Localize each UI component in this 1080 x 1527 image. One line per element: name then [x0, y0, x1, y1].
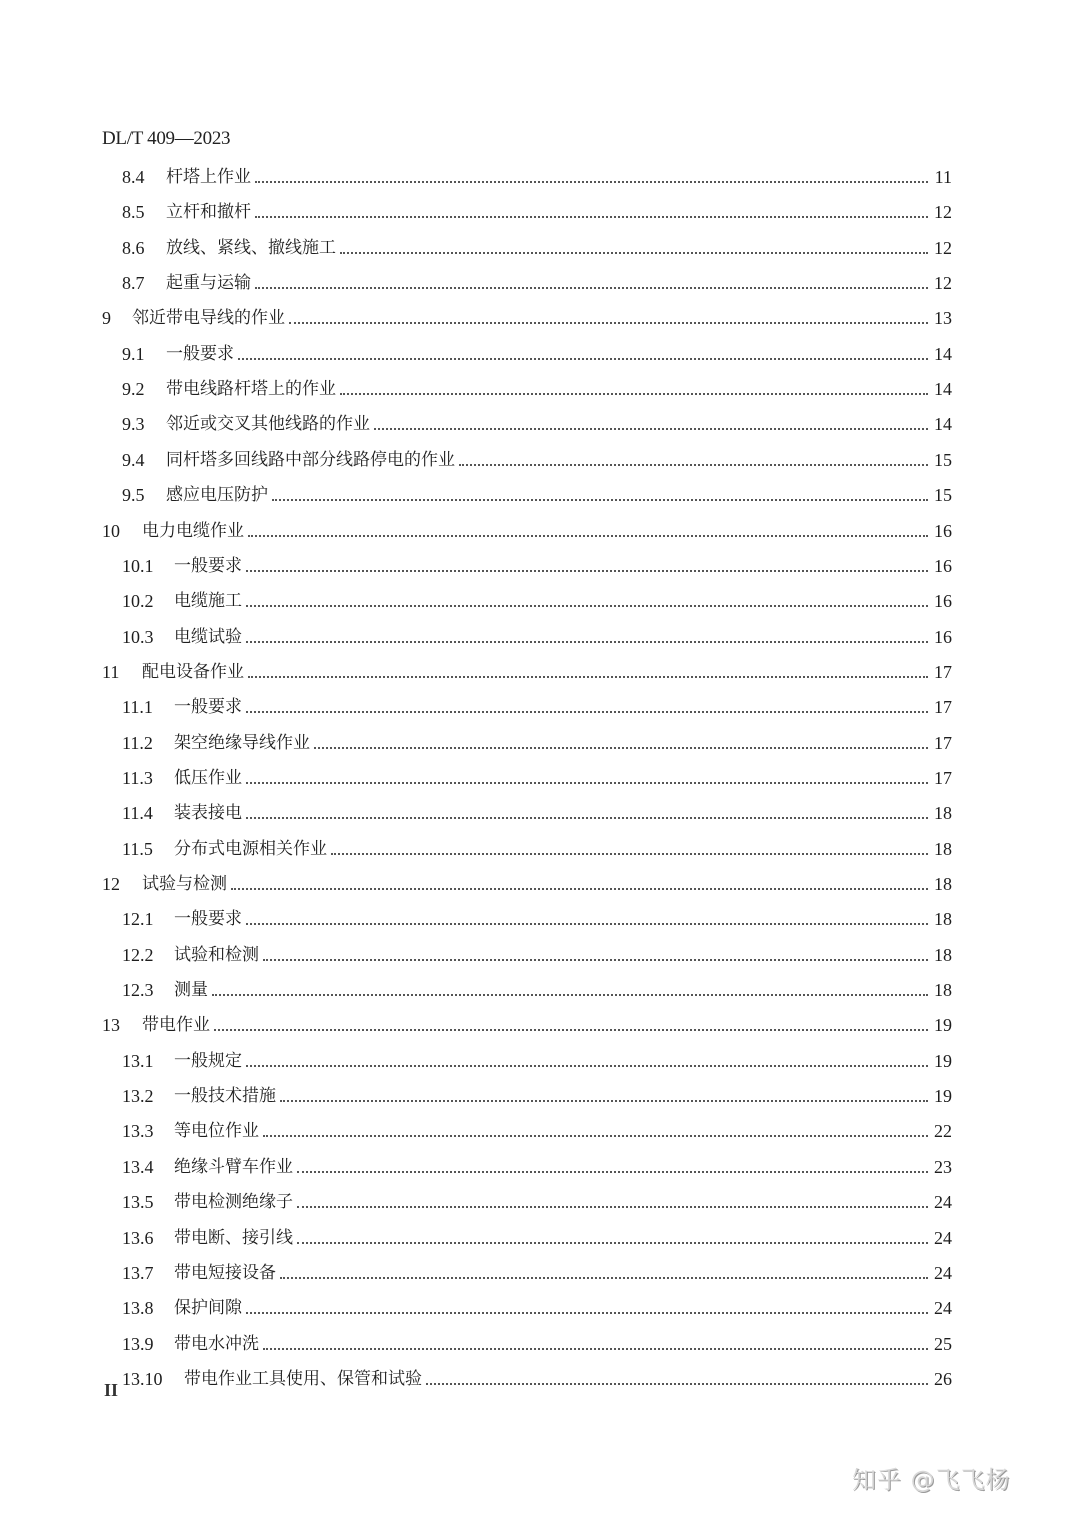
toc-entry-title: 电缆施工: [174, 591, 242, 611]
dot-leader: [246, 604, 928, 607]
dot-leader: [280, 1276, 928, 1279]
toc-entry-title: 带电水冲洗: [174, 1334, 259, 1354]
toc-entry[interactable]: [122, 836, 952, 862]
toc-entry-page: 22: [934, 1121, 952, 1141]
toc-entry-title: 保护间隙: [174, 1298, 242, 1318]
dot-leader: [248, 675, 928, 678]
dot-leader: [238, 357, 928, 360]
toc-entry[interactable]: [102, 518, 952, 544]
dot-leader: [331, 852, 928, 855]
page-number: II: [104, 1380, 119, 1400]
dot-leader: [246, 816, 928, 819]
toc-entry-page: 19: [934, 1015, 952, 1035]
toc-entry-number: 9.5: [122, 485, 145, 505]
toc-entry[interactable]: [122, 482, 952, 508]
toc-entry-page: 26: [934, 1369, 952, 1389]
toc-entry[interactable]: [102, 871, 952, 897]
toc-entry-number: 9.4: [122, 450, 145, 470]
toc-entry[interactable]: [122, 800, 952, 826]
toc-entry-number: 8.6: [122, 238, 145, 258]
toc-entry-title: 放线、紧线、撤线施工: [166, 238, 336, 258]
toc-entry-number: 11: [102, 662, 120, 682]
dot-leader: [246, 781, 928, 784]
toc-entry-number: 13.3: [122, 1121, 154, 1141]
toc-entry-number: 9.3: [122, 414, 145, 434]
toc-entry-page: 16: [934, 627, 952, 647]
toc-entry[interactable]: [122, 1260, 952, 1286]
toc-entry-title: 试验和检测: [174, 945, 259, 965]
dot-leader: [374, 427, 928, 430]
toc-entry-title: 配电设备作业: [142, 662, 244, 682]
toc-entry[interactable]: [122, 376, 952, 402]
toc-entry[interactable]: [122, 730, 952, 756]
dot-leader: [214, 1028, 928, 1031]
toc-entry-number: 9: [102, 308, 111, 328]
toc-entry-title: 带电断、接引线: [174, 1228, 293, 1248]
dot-leader: [231, 887, 928, 890]
toc-entry-number: 13.10: [122, 1369, 163, 1389]
dot-leader: [212, 993, 928, 996]
toc-entry-number: 11.3: [122, 768, 153, 788]
dot-leader: [255, 215, 928, 218]
toc-entry[interactable]: [122, 553, 952, 579]
toc-entry[interactable]: [122, 624, 952, 650]
dot-leader: [297, 1205, 928, 1208]
toc-entry-page: 24: [934, 1263, 952, 1283]
toc-entry-page: 24: [934, 1298, 952, 1318]
toc-entry-title: 杆塔上作业: [166, 167, 251, 187]
toc-entry-title: 一般规定: [174, 1051, 242, 1071]
document-header: DL/T 409—2023: [102, 128, 231, 149]
toc-entry-page: 19: [934, 1051, 952, 1071]
toc-entry[interactable]: [122, 1331, 952, 1357]
watermark: 知乎 @飞飞杨: [852, 1466, 1011, 1494]
toc-entry-page: 16: [934, 521, 952, 541]
toc-entry-page: 18: [934, 874, 952, 894]
dot-leader: [297, 1241, 928, 1244]
toc-entry-number: 13.6: [122, 1228, 154, 1248]
toc-entry-number: 10: [102, 521, 120, 541]
toc-entry-number: 12.1: [122, 909, 154, 929]
toc-entry-title: 一般要求: [166, 344, 234, 364]
dot-leader: [459, 463, 928, 466]
dot-leader: [246, 710, 928, 713]
toc-entry-title: 邻近带电导线的作业: [132, 308, 285, 328]
toc-entry-title: 带电线路杆塔上的作业: [166, 379, 336, 399]
toc-entry-page: 16: [934, 591, 952, 611]
toc-entry-page: 16: [934, 556, 952, 576]
toc-entry[interactable]: [122, 199, 952, 225]
toc-entry[interactable]: [102, 1012, 952, 1038]
toc-entry-title: 立杆和撤杆: [166, 202, 251, 222]
dot-leader: [246, 922, 928, 925]
toc-entry-page: 17: [934, 662, 952, 682]
toc-entry[interactable]: [122, 1295, 952, 1321]
dot-leader: [246, 640, 928, 643]
toc-entry[interactable]: [122, 1225, 952, 1251]
toc-entry[interactable]: [122, 906, 952, 932]
toc-entry[interactable]: [122, 694, 952, 720]
dot-leader: [280, 1099, 928, 1102]
toc-entry-page: 19: [934, 1086, 952, 1106]
toc-entry-title: 感应电压防护: [166, 485, 268, 505]
toc-entry-page: 17: [934, 697, 952, 717]
dot-leader: [255, 180, 928, 183]
toc-entry-title: 带电检测绝缘子: [174, 1192, 293, 1212]
dot-leader: [289, 321, 928, 324]
toc-entry[interactable]: [122, 270, 952, 296]
toc-entry-number: 11.2: [122, 733, 153, 753]
toc-entry-title: 等电位作业: [174, 1121, 259, 1141]
toc-entry[interactable]: [122, 1083, 952, 1109]
toc-entry-page: 18: [934, 803, 952, 823]
toc-entry[interactable]: [102, 305, 952, 331]
toc-entry-number: 13.5: [122, 1192, 154, 1212]
toc-entry[interactable]: [122, 447, 952, 473]
toc-entry-title: 电缆试验: [174, 627, 242, 647]
toc-entry-title: 电力电缆作业: [142, 521, 244, 541]
toc-entry-page: 14: [934, 344, 952, 364]
toc-entry-title: 一般要求: [174, 697, 242, 717]
dot-leader: [272, 498, 928, 501]
toc-entry-number: 8.5: [122, 202, 145, 222]
toc-entry-page: 12: [934, 238, 952, 258]
toc-entry-title: 测量: [174, 980, 208, 1000]
toc-entry-number: 8.4: [122, 167, 145, 187]
dot-leader: [426, 1382, 928, 1385]
toc-entry-number: 9.2: [122, 379, 145, 399]
toc-entry-page: 17: [934, 768, 952, 788]
toc-entry-title: 一般要求: [174, 909, 242, 929]
dot-leader: [263, 1347, 928, 1350]
toc-entry-number: 11.4: [122, 803, 153, 823]
toc-entry[interactable]: [122, 588, 952, 614]
toc-entry-number: 10.3: [122, 627, 154, 647]
toc-entry-number: 8.7: [122, 273, 145, 293]
toc-entry-number: 13.9: [122, 1334, 154, 1354]
toc-entry-number: 13.8: [122, 1298, 154, 1318]
toc-entry-page: 12: [934, 202, 952, 222]
dot-leader: [246, 1064, 928, 1067]
dot-leader: [314, 746, 928, 749]
toc-entry-page: 14: [934, 414, 952, 434]
dot-leader: [248, 534, 928, 537]
toc-entry-page: 15: [934, 450, 952, 470]
toc-entry-title: 架空绝缘导线作业: [174, 733, 310, 753]
dot-leader: [297, 1170, 928, 1173]
toc-entry[interactable]: [122, 977, 952, 1003]
toc-entry-title: 一般要求: [174, 556, 242, 576]
toc-entry-number: 13.7: [122, 1263, 154, 1283]
toc-entry-page: 13: [934, 308, 952, 328]
toc-entry-title: 带电作业工具使用、保管和试验: [184, 1369, 422, 1389]
toc-entry-number: 11.1: [122, 697, 153, 717]
toc-entry-page: 14: [934, 379, 952, 399]
toc-entry[interactable]: [122, 164, 952, 190]
toc-entry-title: 同杆塔多回线路中部分线路停电的作业: [166, 450, 455, 470]
toc-entry-title: 低压作业: [174, 768, 242, 788]
toc-entry-title: 试验与检测: [142, 874, 227, 894]
dot-leader: [246, 1311, 928, 1314]
toc-entry[interactable]: [122, 1189, 952, 1215]
toc-entry[interactable]: [122, 235, 952, 261]
toc-entry[interactable]: [102, 659, 952, 685]
toc-entry-page: 25: [934, 1334, 952, 1354]
dot-leader: [246, 569, 928, 572]
toc-entry-page: 18: [934, 980, 952, 1000]
toc-entry-page: 24: [934, 1228, 952, 1248]
toc-entry-number: 9.1: [122, 344, 145, 364]
toc-entry-number: 12.3: [122, 980, 154, 1000]
toc-entry[interactable]: [122, 1048, 952, 1074]
toc-entry[interactable]: [122, 1366, 952, 1392]
toc-entry-page: 11: [934, 167, 952, 187]
toc-entry-title: 装表接电: [174, 803, 242, 823]
toc-entry-page: 15: [934, 485, 952, 505]
toc-entry-title: 一般技术措施: [174, 1086, 276, 1106]
toc-entry-page: 23: [934, 1157, 952, 1177]
toc-entry-page: 18: [934, 839, 952, 859]
dot-leader: [263, 1134, 928, 1137]
toc-entry-title: 邻近或交叉其他线路的作业: [166, 414, 370, 434]
toc-entry-number: 13.4: [122, 1157, 154, 1177]
toc-entry-title: 带电短接设备: [174, 1263, 276, 1283]
toc-entry-number: 13.2: [122, 1086, 154, 1106]
toc-entry[interactable]: [122, 1154, 952, 1180]
toc-entry-number: 12: [102, 874, 120, 894]
dot-leader: [255, 286, 928, 289]
toc-entry-page: 18: [934, 945, 952, 965]
toc-entry[interactable]: [122, 765, 952, 791]
toc-entry-title: 起重与运输: [166, 273, 251, 293]
toc-entry[interactable]: [122, 341, 952, 367]
dot-leader: [340, 251, 928, 254]
toc-entry[interactable]: [122, 1118, 952, 1144]
toc-entry-number: 11.5: [122, 839, 153, 859]
toc-entry-page: 12: [934, 273, 952, 293]
toc-entry-number: 10.2: [122, 591, 154, 611]
toc-entry-number: 12.2: [122, 945, 154, 965]
dot-leader: [340, 392, 928, 395]
toc-entry-page: 24: [934, 1192, 952, 1212]
toc-entry-number: 13.1: [122, 1051, 154, 1071]
dot-leader: [263, 958, 928, 961]
toc-entry-page: 17: [934, 733, 952, 753]
toc-entry-number: 13: [102, 1015, 120, 1035]
toc-entry-title: 带电作业: [142, 1015, 210, 1035]
toc-entry-title: 分布式电源相关作业: [174, 839, 327, 859]
toc-entry-page: 18: [934, 909, 952, 929]
toc-entry-number: 10.1: [122, 556, 154, 576]
toc-entry[interactable]: [122, 411, 952, 437]
toc-entry-title: 绝缘斗臂车作业: [174, 1157, 293, 1177]
toc-entry[interactable]: [122, 942, 952, 968]
